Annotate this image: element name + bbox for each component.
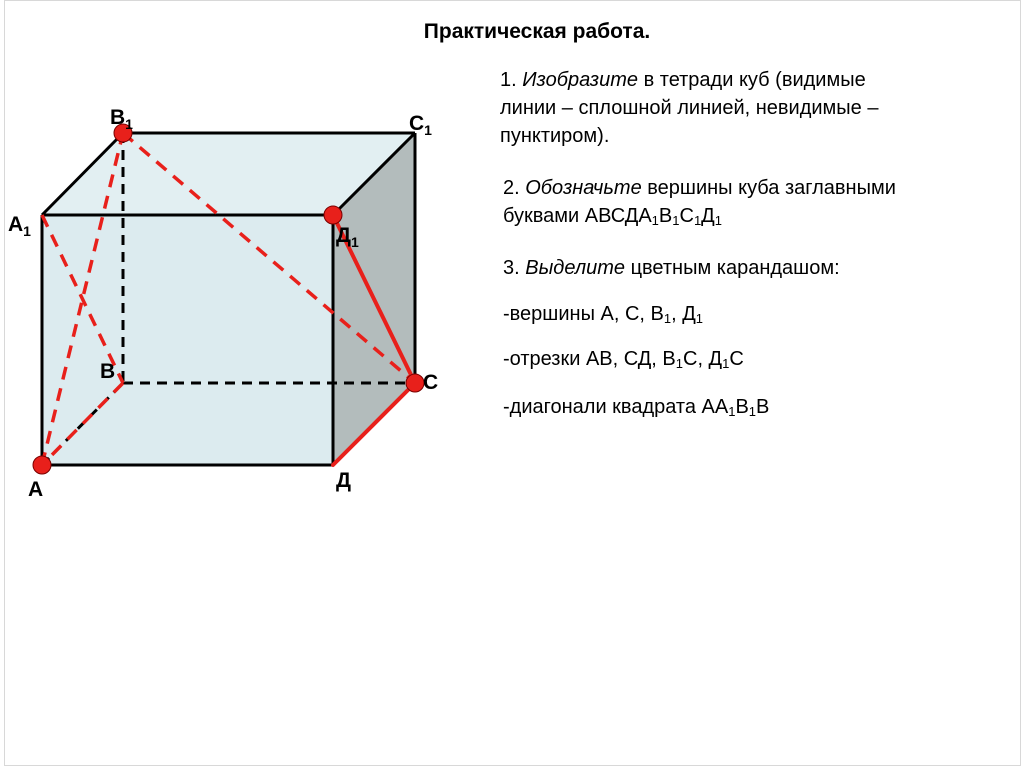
vertex-label-a: А (28, 478, 44, 501)
vertex-label-c1: $С_1$ (409, 112, 432, 138)
vertex-label-b1: $В_1$ (110, 106, 133, 132)
vertex-label-a1: $А_1$ (8, 213, 31, 239)
vertex-dot-c (406, 374, 424, 392)
vertex-dot-d1 (324, 206, 342, 224)
task-3-item-vertices: -вершины А, С, $В_1$, $Д_1$ (503, 303, 703, 326)
cube-front-face (42, 215, 333, 465)
page-title: Практическая работа. (423, 20, 651, 43)
task-3: 3. Выделите цветным карандашом: (503, 257, 840, 279)
vertex-label-b: В (100, 360, 116, 383)
vertex-label-c: С (423, 371, 439, 394)
task-3-item-segments: -отрезки АВ, СД, $В_1С$, $Д_1С$ (503, 348, 744, 371)
task-1: 1. Изобразите в тетради куб (видимые линии – сплошной линией, невидимые – пунктиром). (500, 69, 879, 147)
vertex-label-d1: $Д_1$ (336, 224, 359, 250)
vertex-dot-a (33, 456, 51, 474)
task-3-item-diagonals: -диагонали квадрата $АА_1В_1В$ (503, 396, 770, 419)
vertex-label-d: Д (336, 469, 351, 492)
task-2: 2. Обозначьте вершины куба заглавными буквами $АВСДА_1В_1С_1Д_1$ (503, 177, 896, 228)
